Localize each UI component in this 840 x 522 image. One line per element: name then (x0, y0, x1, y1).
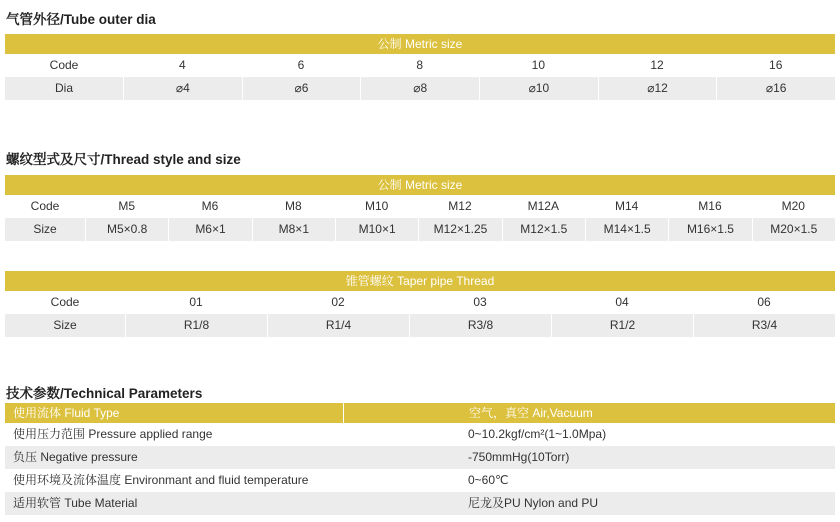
param-label: 负压 Negative pressure (13, 450, 138, 464)
taper-size-cell: R3/8 (409, 314, 551, 337)
tube-dia-cell: ⌀8 (360, 77, 479, 100)
tube-code-cell: 4 (178, 58, 186, 72)
row-label: Code (50, 295, 80, 309)
param-label: 适用软管 Tube Material (13, 496, 138, 510)
row-label: Size (53, 318, 77, 332)
thread-size-cell: M16×1.5 (668, 218, 751, 241)
param-value: -750mmHg(10Torr) (468, 450, 570, 464)
tube-table (5, 34, 835, 100)
thread-size-cell: M8×1 (252, 218, 335, 241)
thread-code-cell: M6 (201, 199, 219, 213)
tube-code-row (5, 54, 835, 77)
row-label: Size (33, 222, 57, 236)
param-value: 0~10.2kgf/cm²(1~1.0Mpa) (468, 427, 607, 441)
tube-dia-cell: ⌀10 (479, 77, 598, 100)
param-value: 尼龙及PU Nylon and PU (468, 496, 599, 510)
taper-code-cell: 04 (615, 295, 629, 309)
thread-size-cell: M10×1 (335, 218, 418, 241)
thread-code-cell: M8 (284, 199, 302, 213)
taper-code-row (5, 291, 835, 314)
tube-code-cell: 6 (297, 58, 305, 72)
taper-size-cell: R1/2 (551, 314, 693, 337)
params-section-heading: 技术参数/Technical Parameters (6, 386, 203, 401)
thread-section-heading: 螺纹型式及尺寸/Thread style and size (6, 152, 241, 167)
taper-code-cell: 02 (331, 295, 345, 309)
tube-dia-cell: ⌀6 (242, 77, 361, 100)
taper-size-cell: R3/4 (693, 314, 835, 337)
params-table (5, 403, 835, 515)
param-value: 0~60℃ (468, 473, 509, 487)
thread-size-cell: M12×1.25 (418, 218, 501, 241)
tube-code-cell: 8 (416, 58, 424, 72)
thread-code-cell: M14 (614, 199, 639, 213)
tube-dia-cell: ⌀12 (598, 77, 717, 100)
thread-size-cell: M6×1 (168, 218, 251, 241)
param-label: 使用环境及流体温度 Environmant and fluid temperature (13, 473, 309, 487)
thread-metric-band: 公制 Metric size (5, 175, 835, 195)
taper-code-cell: 06 (757, 295, 771, 309)
thread-table (5, 175, 835, 241)
tube-section-heading: 气管外径/Tube outer dia (6, 12, 156, 27)
row-label: Code (49, 58, 79, 72)
params-row (5, 446, 835, 469)
row-label: Code (30, 199, 60, 213)
thread-code-cell: M20 (781, 199, 805, 213)
tube-code-cell: 10 (531, 58, 546, 72)
params-row (5, 423, 835, 446)
taper-size-row (5, 314, 835, 337)
params-row (5, 492, 835, 515)
taper-band: 锥管螺纹 Taper pipe Thread (5, 271, 835, 291)
thread-code-cell: M16 (698, 199, 722, 213)
row-label: Dia (54, 81, 73, 95)
thread-size-cell: M14×1.5 (585, 218, 668, 241)
thread-code-cell: M12 (448, 199, 472, 213)
thread-size-row (5, 218, 835, 241)
taper-code-cell: 03 (473, 295, 487, 309)
params-header-row (5, 403, 835, 423)
fluid-type-value: 空气，真空 Air,Vacuum (343, 403, 835, 423)
thread-size-cell: M20×1.5 (752, 218, 835, 241)
taper-code-cell: 01 (189, 295, 203, 309)
taper-table (5, 271, 835, 337)
tube-code-cell: 16 (769, 58, 783, 72)
thread-size-cell: M5×0.8 (85, 218, 168, 241)
taper-size-cell: R1/8 (125, 314, 267, 337)
thread-size-cell: M12×1.5 (502, 218, 585, 241)
tube-dia-cell: ⌀16 (716, 77, 835, 100)
tube-code-cell: 12 (650, 58, 664, 72)
param-label: 使用压力范围 Pressure applied range (13, 427, 213, 441)
thread-code-cell: M5 (118, 199, 135, 213)
tube-metric-band: 公制 Metric size (5, 34, 835, 54)
thread-code-row (5, 195, 835, 218)
tube-dia-row (5, 77, 835, 100)
tube-dia-cell: ⌀4 (123, 77, 242, 100)
fluid-type-label: 使用流体 Fluid Type (13, 406, 120, 420)
thread-code-cell: M10 (364, 199, 389, 213)
thread-code-cell: M12A (527, 199, 559, 213)
params-row (5, 469, 835, 492)
taper-size-cell: R1/4 (267, 314, 409, 337)
